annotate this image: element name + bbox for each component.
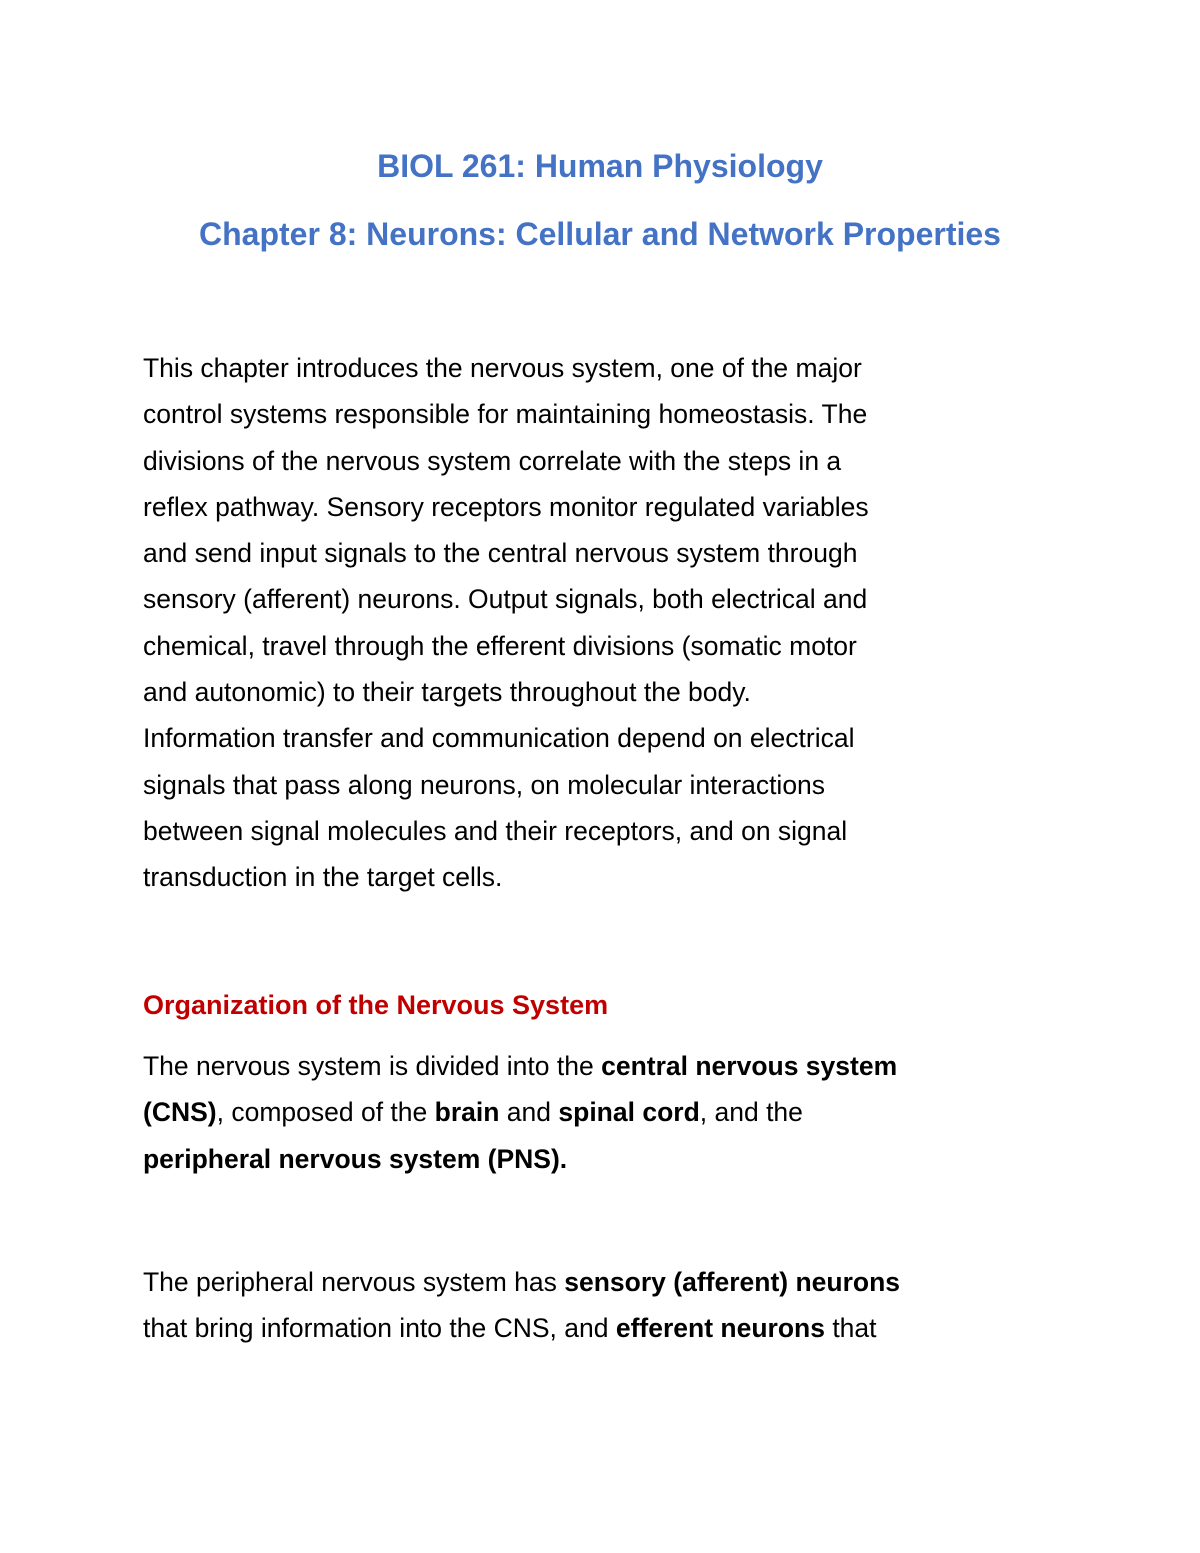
intro-line: reflex pathway. Sensory receptors monitor regulated variables (143, 491, 869, 522)
term-cns-abbrev: (CNS) (143, 1097, 217, 1128)
term-spinal-cord: spinal cord (558, 1097, 700, 1128)
intro-line: This chapter introduces the nervous system, one of the major (143, 353, 862, 383)
text-run: The nervous system is divided into the (143, 1051, 602, 1081)
text-run: , and the (699, 1097, 803, 1128)
term-pns: peripheral nervous system (PNS). (143, 1143, 568, 1174)
paragraph-line (143, 1043, 1043, 1089)
intro-line: transduction in the target cells. (143, 862, 503, 893)
text-run: The peripheral nervous system has (143, 1267, 565, 1297)
text-run: and (499, 1097, 559, 1128)
intro-line: chemical, travel through the efferent divisions (somatic motor (143, 630, 857, 661)
text-run: that (824, 1313, 877, 1344)
course-title: BIOL 261: Human Physiology (377, 148, 823, 184)
term-cns: central nervous system (601, 1051, 898, 1081)
paragraph-line (143, 1136, 1043, 1182)
intro-line: Information transfer and communication depend on electrical (143, 723, 855, 754)
cns-pns-paragraph (143, 1043, 1043, 1182)
text-run: that bring information into the CNS, and (143, 1313, 616, 1344)
term-brain: brain (434, 1097, 500, 1128)
intro-line: signals that pass along neurons, on molecular interactions (143, 769, 826, 800)
paragraph-line (143, 1089, 1043, 1135)
intro-paragraph (143, 345, 1043, 901)
intro-line: and autonomic) to their targets throughout the body. (143, 677, 751, 708)
chapter-title: Chapter 8: Neurons: Cellular and Network Properties (199, 216, 1001, 252)
term-efferent-neurons: efferent neurons (615, 1313, 825, 1344)
paragraph-line (143, 1259, 1043, 1305)
term-sensory-neurons: sensory (afferent) neurons (564, 1267, 901, 1297)
intro-line: and send input signals to the central nervous system through (143, 538, 858, 569)
paragraph-line (143, 1305, 1043, 1351)
section-heading: Organization of the Nervous System (143, 990, 609, 1020)
intro-line: control systems responsible for maintaining homeostasis. The (143, 399, 868, 430)
intro-line: between signal molecules and their receptors, and on signal (143, 815, 848, 846)
intro-line: sensory (afferent) neurons. Output signals, both electrical and (143, 584, 868, 615)
intro-line: divisions of the nervous system correlate with the steps in a (143, 445, 842, 476)
text-run: , composed of the (216, 1097, 435, 1128)
pns-neurons-paragraph (143, 1259, 1043, 1352)
